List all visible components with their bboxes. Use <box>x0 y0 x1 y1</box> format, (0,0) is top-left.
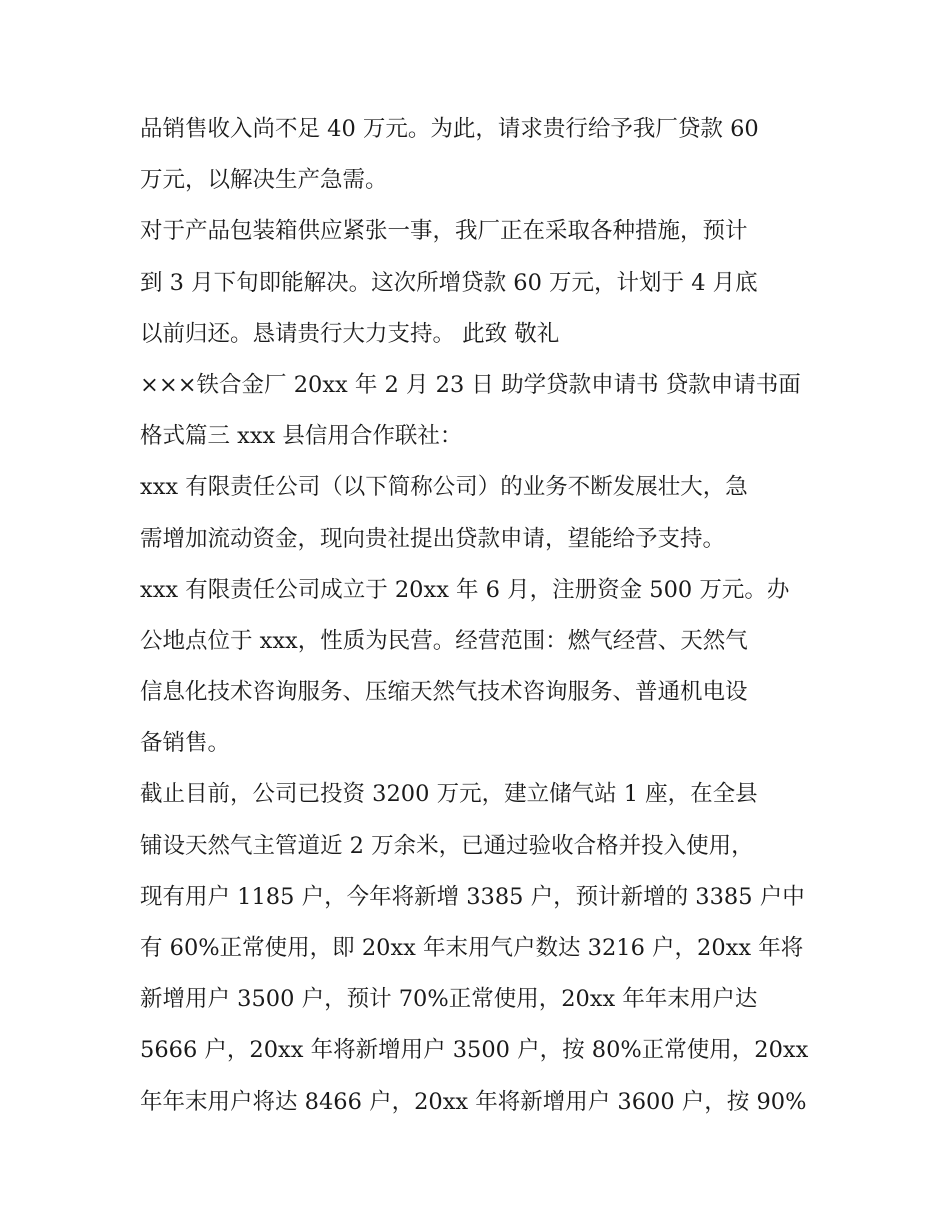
text-line: 公地点位于 xxx，性质为民营。经营范围：燃气经营、天然气 <box>140 627 748 654</box>
text-line: 截止目前，公司已投资 3200 万元，建立储气站 1 座，在全县 <box>140 781 758 808</box>
text-line: 新增用户 3500 户，预计 70%正常使用，20xx 年年末用户达 <box>140 986 758 1013</box>
text-line: 现有用户 1185 户，今年将新增 3385 户，预计新增的 3385 户中 <box>140 883 805 910</box>
text-line: 格式篇三 xxx 县信用合作联社： <box>140 423 463 450</box>
text-line: 对于产品包装箱供应紧张一事，我厂正在采取各种措施，预计 <box>140 218 748 245</box>
text-line: 万元，以解决生产急需。 <box>140 167 388 194</box>
text-line: 5666 户，20xx 年将新增用户 3500 户，按 80%正常使用，20xx <box>140 1037 809 1064</box>
text-line: xxx 有限责任公司（以下简称公司）的业务不断发展壮大，急 <box>140 474 748 501</box>
text-line: 年年末用户将达 8466 户，20xx 年将新增用户 3600 户，按 90% <box>140 1088 807 1115</box>
text-line: 到 3 月下旬即能解决。这次所增贷款 60 万元，计划于 4 月底 <box>140 269 758 296</box>
text-line: 信息化技术咨询服务、压缩天然气技术咨询服务、普通机电设 <box>140 679 748 706</box>
document-body <box>140 104 820 1128</box>
text-line: 需增加流动资金，现向贵社提出贷款申请，望能给予支持。 <box>140 525 726 552</box>
text-line: 有 60%正常使用，即 20xx 年末用气户数达 3216 户，20xx 年将 <box>140 935 804 961</box>
text-line: ×××铁合金厂 20xx 年 2 月 23 日 助学贷款申请书 贷款申请书面 <box>140 371 801 398</box>
text-line: 品销售收入尚不足 40 万元。为此，请求贵行给予我厂贷款 60 <box>140 116 759 142</box>
text-line: 以前归还。恳请贵行大力支持。 此致 敬礼 <box>140 320 560 347</box>
text-line: xxx 有限责任公司成立于 20xx 年 6 月，注册资金 500 万元。办 <box>140 576 790 603</box>
text-line: 铺设天然气主管道近 2 万余米，已通过验收合格并投入使用， <box>140 832 754 859</box>
text-line: 备销售。 <box>140 730 231 757</box>
